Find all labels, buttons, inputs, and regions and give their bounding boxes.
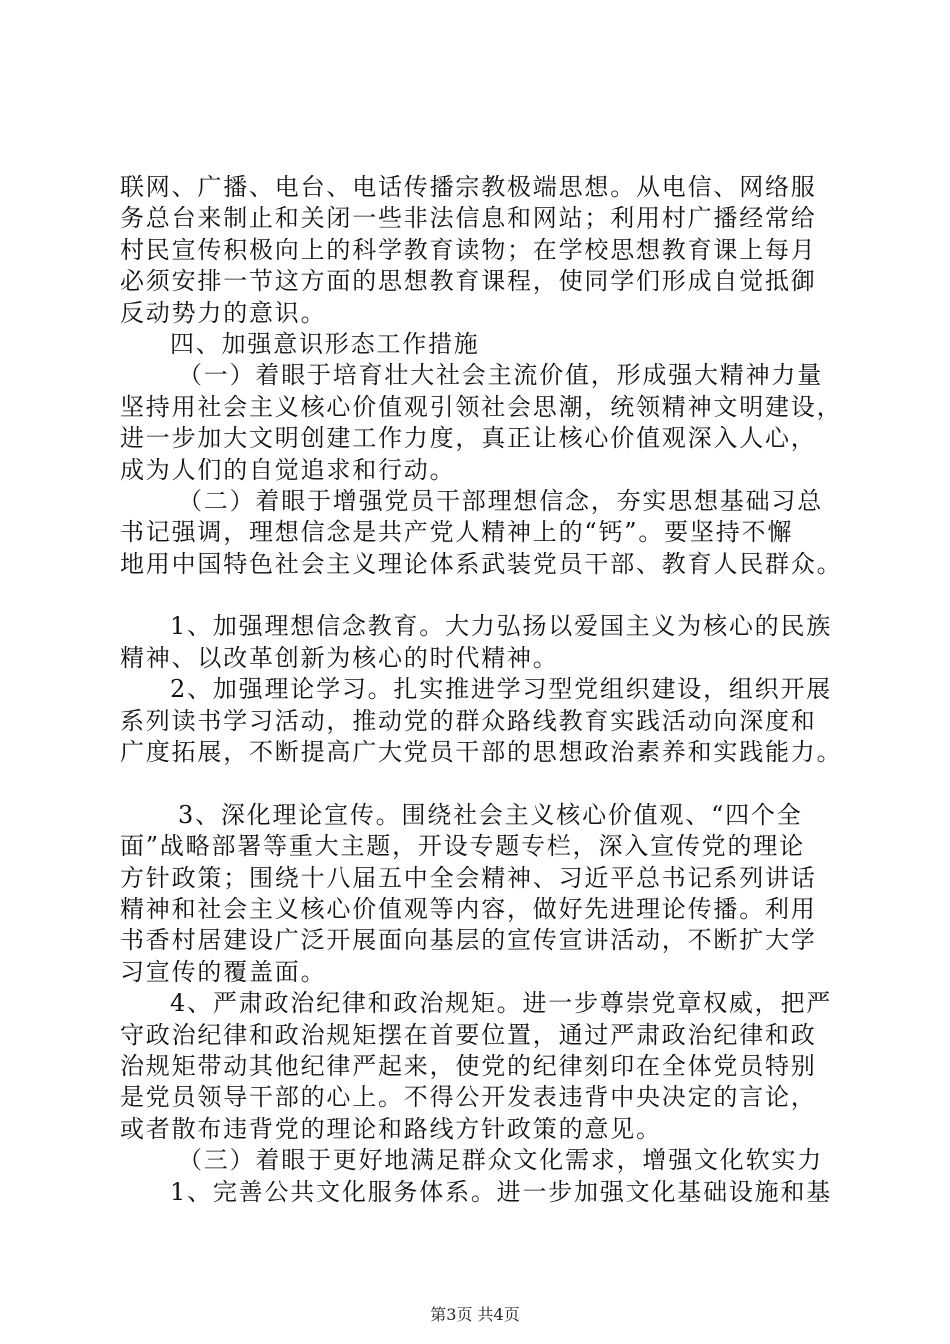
text-line: 治规矩带动其他纪律严起来，使党的纪律刻印在全体党员特别 bbox=[120, 1051, 817, 1080]
list-item-line: 2、加强理论学习。扎实推进学习型党组织建设，组织开展 bbox=[170, 675, 833, 704]
text-line: 书香村居建设广泛开展面向基层的宣传宣讲活动，不断扩大学 bbox=[120, 926, 817, 955]
text-line: 进一步加大文明创建工作力度，真正让核心价值观深入人心， bbox=[120, 424, 817, 453]
text-line: 联网、广播、电台、电话传播宗教极端思想。从电信、网络服 bbox=[120, 173, 817, 201]
text-line: 守政治纪律和政治规矩摆在首要位置，通过严肃政治纪律和政 bbox=[120, 1020, 817, 1049]
page-number-footer: 第3页 共4页 bbox=[430, 1305, 520, 1324]
text-line: 坚持用社会主义核心价值观引领社会思潮，统领精神文明建设， bbox=[120, 392, 843, 421]
text-line: 书记强调，理想信念是共产党人精神上的“钙”。要坚持不懈 bbox=[120, 518, 794, 547]
text-line: 精神、以改革创新为核心的时代精神。 bbox=[120, 643, 559, 672]
subsection-heading: （一）着眼于培育壮大社会主流价值，形成强大精神力量 bbox=[178, 361, 823, 390]
text-line: 务总台来制止和关闭一些非法信息和网站；利用村广播经常给 bbox=[120, 204, 817, 233]
text-line: 必须安排一节这方面的思想教育课程，使同学们形成自觉抵御 bbox=[120, 267, 817, 296]
text-line: 方针政策；围绕十八届五中全会精神、习近平总书记系列讲话 bbox=[120, 863, 817, 892]
text-line: 面”战略部署等重大主题，开设专题专栏，深入宣传党的理论 bbox=[120, 832, 805, 861]
text-line: 成为人们的自觉追求和行动。 bbox=[120, 455, 456, 484]
text-line: 是党员领导干部的心上。不得公开发表违背中央决定的言论， bbox=[120, 1083, 817, 1112]
paragraph-gap bbox=[120, 580, 840, 611]
list-item-line: 4、严肃政治纪律和政治规矩。进一步尊崇党章权威，把严 bbox=[170, 989, 833, 1018]
text-line: 精神和社会主义核心价值观等内容，做好先进理论传播。利用 bbox=[120, 894, 817, 923]
text-line: 系列读书学习活动，推动党的群众路线教育实践活动向深度和 bbox=[120, 706, 817, 735]
section-heading: 四、加强意识形态工作措施 bbox=[170, 329, 480, 358]
subsection-heading: （三）着眼于更好地满足群众文化需求，增强文化软实力 bbox=[178, 1146, 823, 1175]
text-line: 广度拓展，不断提高广大党员干部的思想政治素养和实践能力。 bbox=[120, 738, 843, 767]
subsection-heading: （二）着眼于增强党员干部理想信念，夯实思想基础习总 bbox=[178, 486, 823, 515]
text-line: 或者散布违背党的理论和路线方针政策的意见。 bbox=[120, 1114, 662, 1143]
text-line: 村民宣传积极向上的科学教育读物；在学校思想教育课上每月 bbox=[120, 235, 817, 264]
text-line: 地用中国特色社会主义理论体系武装党员干部、教育人民群众。 bbox=[120, 549, 843, 578]
text-line: 习宣传的覆盖面。 bbox=[120, 957, 327, 986]
document-body bbox=[120, 172, 843, 1208]
text-line: 反动势力的意识。 bbox=[120, 298, 327, 327]
list-item-line: 1、完善公共文化服务体系。进一步加强文化基础设施和基 bbox=[170, 1177, 833, 1206]
list-item-line: 3、深化理论宣传。围绕社会主义核心价值观、“四个全 bbox=[178, 800, 803, 829]
paragraph-gap bbox=[120, 768, 840, 799]
list-item-line: 1、加强理想信念教育。大力弘扬以爱国主义为核心的民族 bbox=[170, 612, 833, 641]
